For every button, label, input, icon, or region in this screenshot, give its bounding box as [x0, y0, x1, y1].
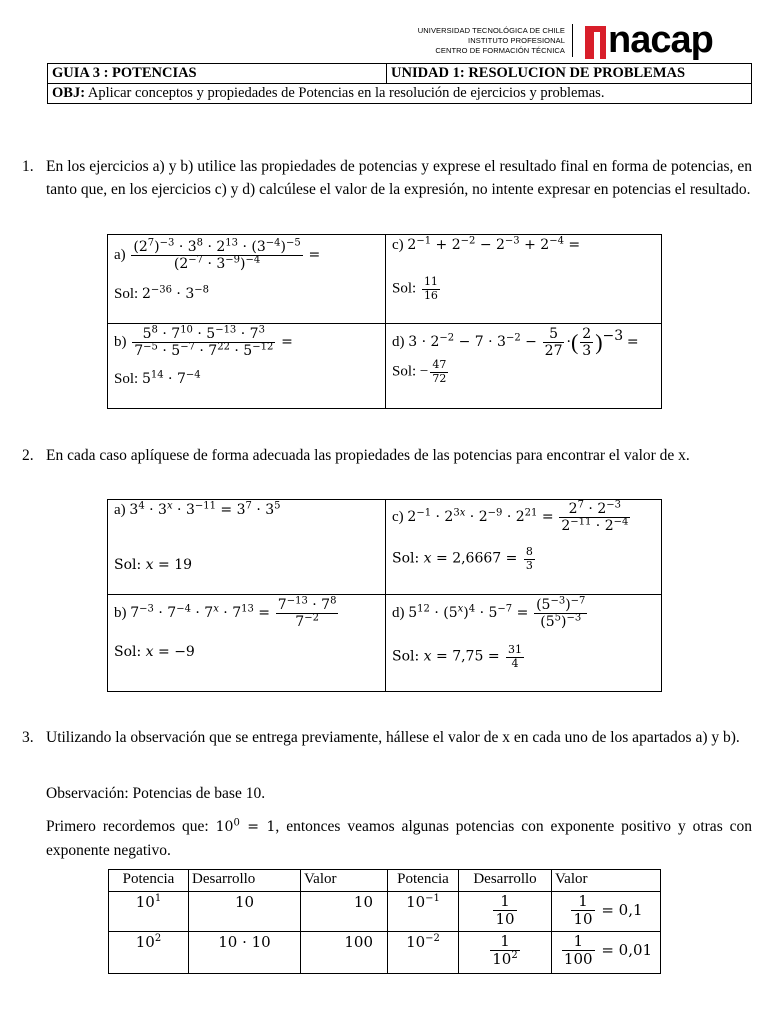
- power-cell: $10^2$: [109, 932, 189, 974]
- q2-d-solution: Sol: 𝑥 = 7,75 =: [392, 648, 504, 665]
- unidad-cell: [387, 64, 752, 84]
- q2-a-solution: Sol: 𝑥 = 19: [114, 557, 193, 573]
- q2-number: 2.: [22, 447, 34, 464]
- value-cell: $\frac{1}{10}$ = 0,1: [552, 892, 661, 932]
- q3-intro: Primero recordemos que: $10^0 = 1$, entonces veamos algunas potencias con exponente positivo y otras con exponente negativo.: [46, 817, 752, 859]
- obj-cell: [48, 84, 752, 104]
- value-cell: 100: [301, 932, 388, 974]
- q2-cell-c: c) $2^{-1} \cdot 2^{3x} \cdot 2^{-9} \cdot 2^{21}$ = $\frac{2^7 \cdot 2^{-3}}{2^{-11} \cdot 2^{-4}}$ Sol: 𝑥 = 2,6667 = $\frac{8}{3}$: [386, 500, 662, 595]
- q2-exercise-table: [107, 499, 662, 692]
- q3-intro-end: , entonces veamos algunas potencias con exponente positivo y otras con exponente negativo.: [46, 818, 752, 859]
- q2-cell-a: a) $3^4 \cdot 3^x \cdot 3^{-11} = 3^7 \cdot 3^5$ Sol: 𝑥 = 19: [108, 500, 386, 595]
- logo-line: UNIVERSIDAD TECNOLÓGICA DE CHILE: [417, 26, 565, 35]
- value-eq: = 0,1: [601, 900, 643, 919]
- col-header: Potencia: [109, 870, 189, 892]
- q1-c-label: c): [392, 237, 404, 253]
- value-eq: = 0,01: [601, 940, 653, 959]
- dev-cell: $\frac{1}{10^2}$: [459, 932, 552, 974]
- q1-a-fraction: $\frac{(2^7)^{-3} \cdot 3^8 \cdot 2^{13} \cdot (3^{-4})^{-5}}{(2^{-7} \cdot 3^{-9})^{-4}}$: [133, 237, 301, 273]
- q1-b-solution: Sol:: [114, 371, 142, 388]
- col-header: Potencia: [388, 870, 459, 892]
- power-cell: $10^1$: [109, 892, 189, 932]
- col-header: Valor: [552, 870, 661, 892]
- guia-title: GUIA 3 : POTENCIAS: [52, 65, 197, 81]
- q1-text: En los ejercicios a) y b) utilice las propiedades de potencias y exprese el resultado final en forma de potencias, en tanto que, en los ejercicios c) y d) calcúlese el valor de la expresión, no intente expresar en potencias el resultado.: [46, 158, 752, 198]
- q1-b-fraction: $\frac{5^8 \cdot 7^{10} \cdot 5^{-13} \cdot 7^3}{7^{-5} \cdot 5^{-7} \cdot 7^{22} \cdot 5^{-12}}$: [134, 324, 274, 360]
- col-header: Desarrollo: [189, 870, 301, 892]
- q2-d-label: d): [392, 605, 405, 622]
- q3-text: Utilizando la observación que se entrega previamente, hállese el valor de x en cada uno de los apartados a) y b).: [46, 729, 740, 746]
- logo-mark-icon: [585, 26, 606, 59]
- q1-d-label: d): [392, 334, 405, 351]
- q1-c-solution: Sol:: [392, 280, 420, 297]
- q2-a-label: a): [114, 502, 126, 518]
- q2-c-label: c): [392, 509, 404, 526]
- guia-cell: [48, 64, 387, 84]
- power-cell: $10^{-1}$: [388, 892, 459, 932]
- q1-cell-d: d) $3 \cdot 2^{-2} - 7 \cdot 3^{-2}$ − $\frac{5}{27}$ ·( $\frac{2}{3}$ )$^{-3}$ = Sol: − $\frac{47}{72}$: [386, 324, 662, 409]
- power-cell: $10^{-2}$: [388, 932, 459, 974]
- obj-text: Aplicar conceptos y propiedades de Potencias en la resolución de ejercicios y problemas.: [85, 85, 605, 101]
- q1-cell-b: b) $\frac{5^8 \cdot 7^{10} \cdot 5^{-13} \cdot 7^3}{7^{-5} \cdot 5^{-7} \cdot 7^{22} \cdot 5^{-12}}$ = Sol: $5^{14} \cdot 7^{-4}$: [108, 324, 386, 409]
- col-header: Desarrollo: [459, 870, 552, 892]
- logo-line: INSTITUTO PROFESIONAL: [468, 36, 565, 45]
- q3-number: 3.: [22, 729, 34, 746]
- q2-c-solution: Sol: 𝑥 = 2,6667 =: [392, 550, 522, 567]
- q1-d-fraction: $\frac{47}{72}$: [432, 358, 447, 385]
- q2-cell-d: d) $5^{12} \cdot (5^x)^4 \cdot 5^{-7}$ = $\frac{(5^{-3})^{-7}}{(5^5)^{-3}}$ Sol: 𝑥 = 7,75 = $\frac{31}{4}$: [386, 595, 662, 692]
- q2-b-solution: Sol: 𝑥 = −9: [114, 644, 195, 661]
- q1-a-solution: Sol:: [114, 286, 142, 303]
- value-cell: 10: [301, 892, 388, 932]
- q1-cell-c: c) $2^{-1} + 2^{-2} - 2^{-3} + 2^{-4}$ = Sol: $\frac{11}{16}$: [386, 235, 662, 324]
- q1-number: 1.: [22, 158, 34, 175]
- q2-b-label: b): [114, 605, 127, 622]
- logo-institution-lines: [400, 26, 565, 56]
- q1-a-label: a): [114, 247, 126, 264]
- logo-line: CENTRO DE FORMACIÓN TÉCNICA: [435, 46, 565, 55]
- dev-cell: 10 · 10: [189, 932, 301, 974]
- table-row: [109, 932, 661, 974]
- q1-d-solution: Sol: −: [392, 363, 429, 380]
- dev-cell: 10: [189, 892, 301, 932]
- value-cell: $\frac{1}{100}$ = 0,01: [552, 932, 661, 974]
- powers-table: [108, 869, 661, 974]
- q2-text: En cada caso aplíquese de forma adecuada las propiedades de las potencias para encontrar el valor de x.: [46, 447, 690, 464]
- header-table: [47, 63, 752, 104]
- q1-exercise-table: [107, 234, 662, 409]
- q3-observation: Observación: Potencias de base 10.: [46, 785, 266, 802]
- q1-b-label: b): [114, 334, 127, 351]
- dev-cell: $\frac{1}{10}$: [459, 892, 552, 932]
- unidad-title: UNIDAD 1: RESOLUCION DE PROBLEMAS: [391, 65, 686, 81]
- q2-cell-b: b) $7^{-3} \cdot 7^{-4} \cdot 7^x \cdot 7^{13}$ = $\frac{7^{-13} \cdot 7^8}{7^{-2}}$ Sol: 𝑥 = −9: [108, 595, 386, 692]
- logo-word: nacap: [608, 19, 713, 61]
- q3-intro-start: Primero recordemos que:: [46, 818, 216, 835]
- obj-label: OBJ:: [52, 85, 86, 101]
- q1-c-fraction: $\frac{11}{16}$: [423, 275, 438, 302]
- table-row: [109, 892, 661, 932]
- col-header: Valor: [301, 870, 388, 892]
- q1-cell-a: a) $\frac{(2^7)^{-3} \cdot 3^8 \cdot 2^{13} \cdot (3^{-4})^{-5}}{(2^{-7} \cdot 3^{-9})^{-4}}$ = Sol: $2^{-36} \cdot 3^{-8}$: [108, 235, 386, 324]
- logo-divider: [572, 24, 573, 57]
